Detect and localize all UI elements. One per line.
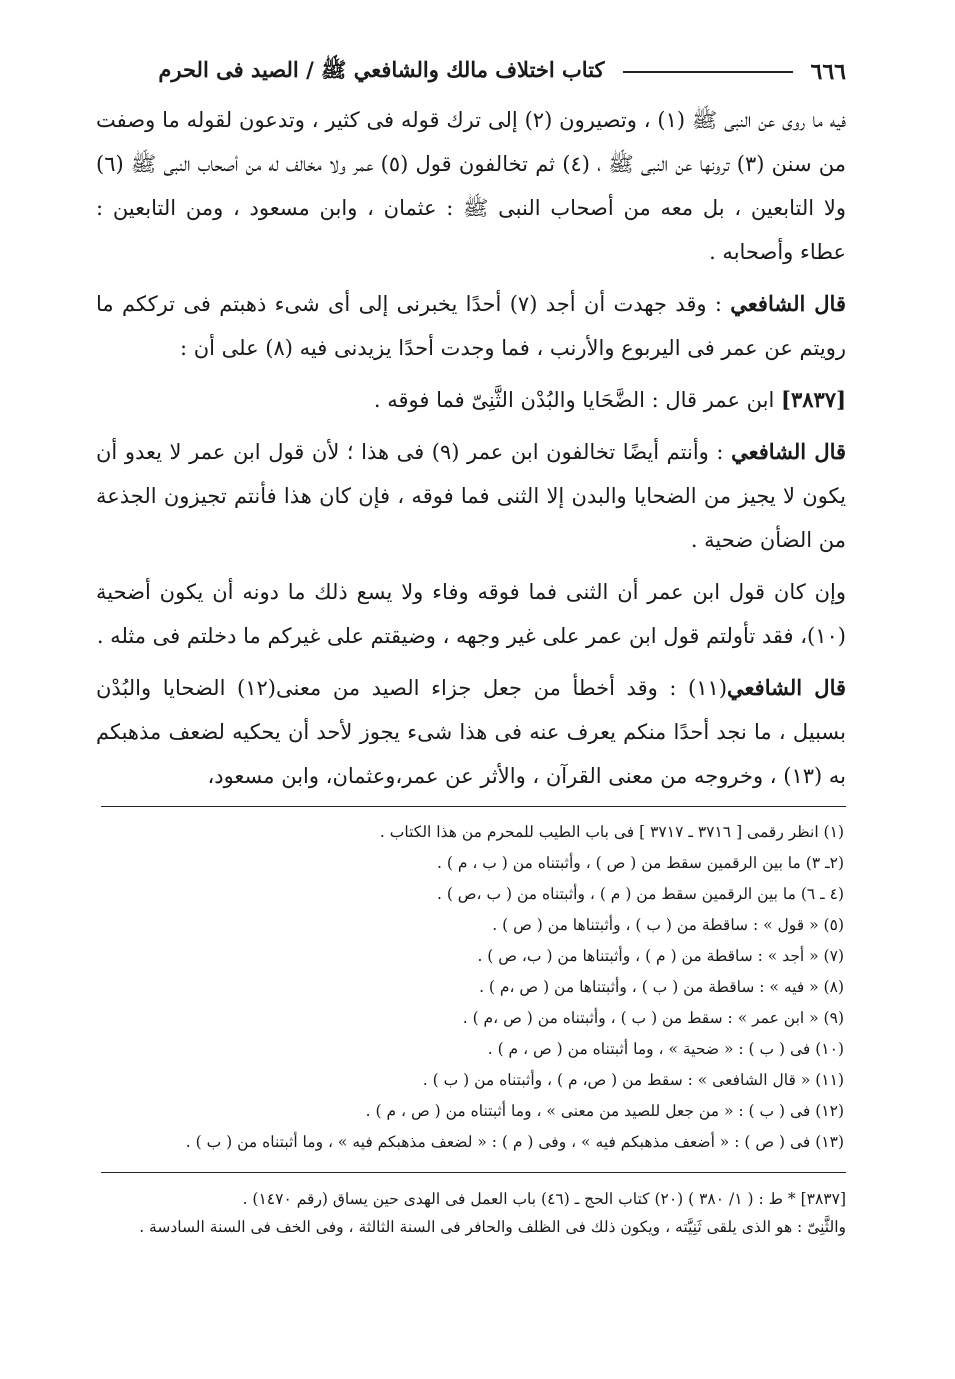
speaker-label: قال الشافعي (731, 439, 847, 464)
paragraph: وإن كان قول ابن عمر أن الثنى فما فوقه وفاء ولا يسع ذلك ما دونه أن يكون أضحية (١٠)، فقد تأولتم قول ابن عمر على غير وجهه ، وضيقتم على غيركم ما دخلتم فى مثله . (96, 580, 846, 648)
footnote: (١١) « قال الشافعى » : سقط من ( ص، م ) ، وأثبتناه من ( ب ) . (422, 1071, 844, 1089)
paragraph: قال الشافعي : وقد جهدت أن أجد (٧) أحدًا يخبرنى إلى أى شىء ذهبتم فى ترككم ما رويتم عن عمر فى اليربوع والأرنب ، فما وجدت أحدًا يزيدنى فيه (٨) على أن : (96, 291, 846, 360)
hadith-number: [٣٨٣٧] (781, 387, 846, 412)
footnote: (٩) « ابن عمر » : سقط من ( ب ) ، وأثبتناه من ( ص ،م ) . (462, 1009, 844, 1027)
hadith-paragraph: [٣٨٣٧] ابن عمر قال : الضَّحَايا والبُدْن الثَّنِىّ فما فوقه . (373, 387, 846, 412)
speaker-label: قال الشافعي (730, 291, 846, 316)
footnotes (96, 817, 844, 1158)
takhrij-line: والثَّنِىّ : هو الذى يلقى ثَنِيَّته ، ويكون ذلك فى الظلف والحافر فى السنة الثالثة ، وفى الخف فى السنة السادسة . (139, 1218, 846, 1236)
footnote: (١٢) فى ( ب ) : « من جعل للصيد من معنى » ، وما أثبتناه من ( ص ، م ) . (365, 1102, 844, 1120)
footnote: (٢ـ ٣) ما بين الرقمين سقط من ( ص ) ، وأثبتناه من ( ب ، م ) . (436, 854, 844, 872)
footnote: (٤ ـ ٦) ما بين الرقمين سقط من ( م ) ، وأثبتناه من ( ب ،ص ) . (436, 885, 844, 903)
paragraph: قال الشافعي(١١) : وقد أخطأ من جعل جزاء الصيد من معنى(١٢) الضحايا والبُدْن بسبيل ، ما نجد أحدًا منكم يعرف عنه فى هذا شىء يجوز لأحد أن يحكيه لضعف مذهبكم به (١٣) ، وخروجه من معنى القرآن ، والأثر عن عمر،وعثمان، وابن مسعود، (96, 675, 847, 788)
running-header (96, 52, 846, 92)
footnote: (١٣) فى ( ص ) : « أضعف مذهبكم فيه » ، وفى ( م ) : « لضعف مذهبكم فيه » ، وما أثبتناه من ( ب ) . (185, 1133, 844, 1151)
speaker-label: قال الشافعي (727, 675, 847, 700)
footnote-divider (101, 806, 846, 807)
footnote: (٧) « أجد » : ساقطة من ( م ) ، وأثبتناها من ( ب، ص ) . (477, 947, 844, 965)
page-number: ٦٦٦ (810, 59, 846, 85)
paragraph: قال الشافعي : وأنتم أيضًا تخالفون ابن عمر (٩) فى هذا ؛ لأن قول ابن عمر لا يعدو أن يكون لا يجيز من الضحايا والبدن إلا الثنى فما فوقه ، فإن كان هذا فأنتم تجيزون الجذعة من الضأن ضحية . (96, 439, 847, 552)
footnote: (٨) « فيه » : ساقطة من ( ب ) ، وأثبتناها من ( ص ،م ) . (479, 978, 844, 996)
takhrij-notes (96, 1185, 846, 1241)
footnote: (١٠) فى ( ب ) : « ضحية » ، وما أثبتناه من ( ص ، م ) . (487, 1040, 844, 1058)
book-page (96, 52, 846, 1241)
footnote: (١) انظر رقمى [ ٣٧١٦ ـ ٣٧١٧ ] فى باب الطيب للمحرم من هذا الكتاب . (379, 823, 844, 841)
paragraph: فيه ما روى عن النبى ﷺ (١) ، وتصيرون (٢) إلى ترك قوله فى كثير ، وتدعون لقوله ما وصفت من سنن (٣) ترونها عن النبى ﷺ ، (٤) ثم تخالفون قول (٥) عمر ولا مخالف له من أصحاب النبى ﷺ (٦) ولا التابعين ، بل معه من أصحاب النبى ﷺ : عثمان ، وابن مسعود ، ومن التابعين : عطاء وأصحابه . (96, 108, 846, 264)
header-rule (623, 71, 793, 73)
main-text (96, 98, 846, 798)
takhrij-divider (101, 1172, 846, 1173)
running-title: كتاب اختلاف مالك والشافعي ﷺ / الصيد فى الحرم (158, 56, 605, 82)
footnote: (٥) « قول » : ساقطة من ( ب ) ، وأثبتناها من ( ص ) . (492, 916, 844, 934)
takhrij-line: [٣٨٣٧] * ط : ( ١/ ٣٨٠ ) (٢٠) كتاب الحج ـ (٤٦) باب العمل فى الهدى حين يساق (رقم ١٤٧٠) . (242, 1190, 846, 1208)
